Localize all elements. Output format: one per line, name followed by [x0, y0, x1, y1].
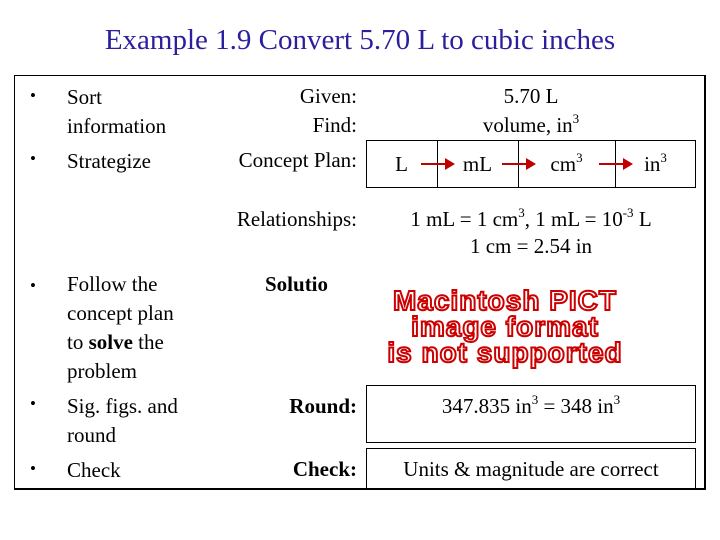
bullet-icon: •	[30, 276, 36, 295]
pict-line-2: image format	[411, 311, 599, 342]
pict-line-3: is not supported	[387, 337, 623, 368]
value-find-sup: 3	[572, 111, 580, 126]
step-sigfigs	[67, 392, 178, 450]
value-find-base: volume, in	[482, 113, 573, 137]
step-follow-line3-bold: solve	[88, 330, 133, 354]
label-concept-plan: Concept Plan:	[238, 148, 357, 172]
bullet-icon: •	[30, 459, 36, 478]
page-title: Example 1.9 Convert 5.70 L to cubic inches	[104, 24, 616, 56]
step-check: Check	[67, 458, 121, 482]
plan-item-sup: 3	[660, 150, 667, 165]
plan-item-sup: 3	[576, 150, 583, 165]
step-sigfigs-line1: Sig. figs. and	[67, 394, 178, 418]
rel1-b: , 1 mL = 10	[524, 207, 623, 231]
label-round: Round:	[289, 394, 357, 418]
label-given: Given:	[299, 84, 357, 108]
label-find: Find:	[312, 113, 357, 137]
arrow-right-icon	[599, 163, 623, 165]
step-sort	[67, 83, 166, 141]
plan-item-text: mL	[462, 152, 493, 176]
label-check: Check:	[292, 457, 357, 481]
label-relationships: Relationships:	[236, 207, 357, 231]
value-relationship-2: 1 cm = 2.54 in	[469, 234, 593, 258]
step-strategize: Strategize	[67, 149, 151, 173]
arrowhead-icon	[623, 158, 633, 170]
rel1-sup2: -3	[622, 205, 634, 220]
arrow-right-icon	[502, 163, 526, 165]
arrow-right-icon	[421, 163, 445, 165]
value-given: 5.70 L	[503, 84, 559, 108]
plan-item-text: L	[395, 152, 408, 176]
rel1-c: L	[633, 207, 652, 231]
pict-placeholder-image	[330, 265, 680, 385]
rel1-sup1: 3	[518, 205, 525, 220]
value-find	[366, 113, 696, 138]
step-follow-line3	[67, 328, 174, 357]
step-follow-line2: concept plan	[67, 301, 174, 325]
pict-line-1: Macintosh PICT	[392, 285, 617, 316]
step-sigfigs-line2: round	[67, 423, 116, 447]
round-sup1: 3	[531, 392, 539, 407]
value-relationship-1	[366, 207, 696, 232]
round-a: 347.835 in	[441, 394, 532, 418]
value-check: Units & magnitude are correct	[403, 457, 659, 481]
bullet-icon: •	[30, 86, 36, 105]
label-solution: Solutio	[265, 272, 329, 296]
arrowhead-icon	[445, 158, 455, 170]
step-follow-line4: problem	[67, 359, 137, 383]
step-follow-plan	[67, 270, 174, 386]
plan-item-text: in	[644, 152, 661, 176]
step-follow-line3-post: the	[132, 330, 164, 354]
step-sort-line1: Sort	[67, 85, 103, 109]
plan-item-text: cm	[550, 152, 577, 176]
round-b: = 348 in	[538, 394, 614, 418]
value-round	[366, 394, 696, 419]
step-follow-line1: Follow the	[67, 272, 158, 296]
arrowhead-icon	[526, 158, 536, 170]
step-follow-line3-pre: to	[67, 330, 89, 354]
rel1-a: 1 mL = 1 cm	[410, 207, 519, 231]
bullet-icon: •	[30, 149, 36, 168]
round-sup2: 3	[613, 392, 621, 407]
step-sort-line2: information	[67, 114, 167, 138]
bullet-icon: •	[30, 394, 36, 413]
